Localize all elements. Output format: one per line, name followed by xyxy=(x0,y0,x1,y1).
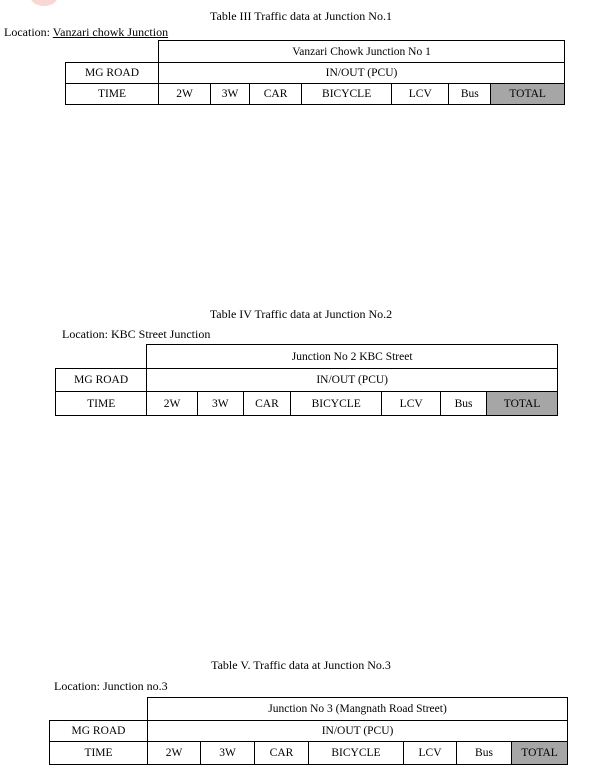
corner-cell xyxy=(50,698,148,721)
column-header: Bus xyxy=(440,392,486,416)
column-header: LCV xyxy=(404,742,457,765)
junction-title-row xyxy=(50,698,568,721)
junction-title: Junction No 2 KBC Street xyxy=(147,345,558,369)
location-label: Location: Junction no.3 xyxy=(54,679,168,693)
column-header-row xyxy=(50,742,568,765)
column-header: CAR xyxy=(243,392,290,416)
time-header: TIME xyxy=(50,742,148,765)
inout-label: IN/OUT (PCU) xyxy=(147,369,558,392)
traffic-table-junction-2 xyxy=(55,344,558,416)
column-header: TOTAL xyxy=(491,84,565,105)
column-header: 3W xyxy=(201,742,255,765)
column-header: 3W xyxy=(211,84,250,105)
column-header: 3W xyxy=(197,392,243,416)
column-header: 2W xyxy=(148,742,201,765)
column-header-row xyxy=(66,84,565,105)
table-caption: Table V. Traffic data at Junction No.3 xyxy=(211,658,391,672)
junction-title: Junction No 3 (Mangnath Road Street) xyxy=(148,698,568,721)
corner-cell xyxy=(56,345,147,369)
column-header: CAR xyxy=(250,84,302,105)
location-name: KBC Street Junction xyxy=(110,327,211,341)
inout-label: IN/OUT (PCU) xyxy=(159,63,565,84)
junction-title-row xyxy=(66,41,565,63)
road-row xyxy=(50,721,568,742)
column-header: BICYCLE xyxy=(302,84,392,105)
time-header: TIME xyxy=(66,84,159,105)
location-label: Location: Vanzari chowk Junction xyxy=(4,25,169,39)
column-header: BICYCLE xyxy=(291,392,382,416)
column-header-row xyxy=(56,392,558,416)
corner-cell xyxy=(66,41,159,63)
junction-title-row xyxy=(56,345,558,369)
road-name: MG ROAD xyxy=(50,721,148,742)
column-header: Bus xyxy=(457,742,512,765)
column-header: TOTAL xyxy=(487,392,558,416)
decorative-blob xyxy=(30,0,58,6)
table-caption: Table IV Traffic data at Junction No.2 xyxy=(209,307,393,321)
time-header: TIME xyxy=(56,392,147,416)
location-name: Vanzari chowk Junction xyxy=(52,25,169,39)
table-caption: Table III Traffic data at Junction No.1 xyxy=(210,9,392,23)
column-header: CAR xyxy=(255,742,309,765)
location-label: Location: KBC Street Junction xyxy=(62,327,211,341)
column-header: TOTAL xyxy=(512,742,568,765)
traffic-table-junction-1 xyxy=(65,40,565,105)
road-row xyxy=(56,369,558,392)
column-header: BICYCLE xyxy=(309,742,404,765)
road-name: MG ROAD xyxy=(56,369,147,392)
column-header: Bus xyxy=(449,84,491,105)
road-row xyxy=(66,63,565,84)
traffic-table-junction-3 xyxy=(49,697,568,765)
column-header: 2W xyxy=(159,84,211,105)
location-name: Junction no.3 xyxy=(102,679,168,693)
road-name: MG ROAD xyxy=(66,63,159,84)
column-header: LCV xyxy=(382,392,441,416)
column-header: LCV xyxy=(392,84,449,105)
inout-label: IN/OUT (PCU) xyxy=(148,721,568,742)
junction-title: Vanzari Chowk Junction No 1 xyxy=(159,41,565,63)
column-header: 2W xyxy=(147,392,197,416)
